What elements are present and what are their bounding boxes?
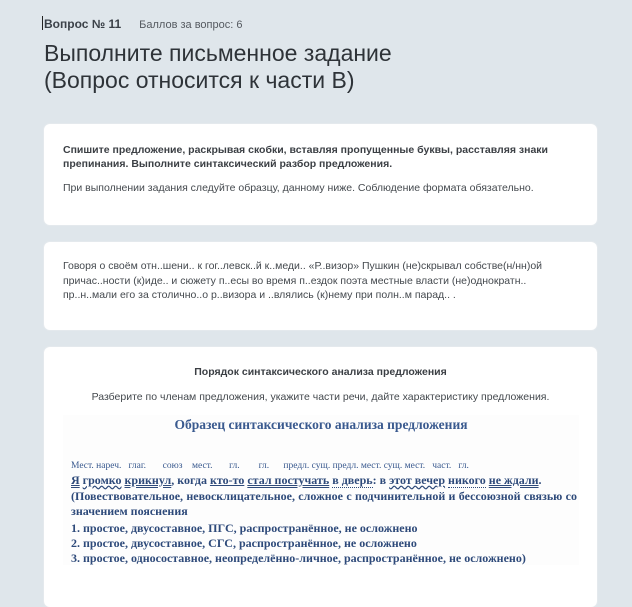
word-conj: , когда [171, 473, 210, 487]
question-points: Баллов за вопрос: 6 [139, 19, 243, 31]
sample-pos-labels: Мест. нареч. глаг. союз мест. гл. гл. предл. сущ. предл. мест. сущ. мест. част. гл. [71, 461, 469, 471]
sample-part-item: 1. простое, двусоставное, ПГС, распространённое, не осложнено [71, 521, 418, 535]
sample-part-item: 3. простое, односоставное, неопределённо-личное, распространённое, не осложнено) [71, 551, 526, 565]
word-nobody: никого [448, 473, 486, 487]
instructions-card [44, 124, 597, 225]
question-number: Вопрос № 11 [44, 17, 122, 31]
question-header [44, 17, 242, 31]
word-subject: Я [71, 473, 80, 487]
sample-title: Образец синтаксического анализа предложения [174, 417, 468, 432]
exercise-card [44, 242, 597, 330]
format-note: При выполнении задания следуйте образцу, данному ниже. Соблюдение формата обязательно. [63, 182, 534, 194]
exercise-text: Говоря о своём отн..шени.. к гог..левск..й к..меди.. «Р..визор» Пушкин (не)скрывал собстве(н/нн)ой причас..ности (к)иде.. и сюжету п..есы во время п..ездок поэта местные власти (не)однократн.. пр..н..мали его за столично..о р..визора и ..влялись (к)нему при полн..м парад.. . [63, 260, 543, 301]
word-pronoun: кто-то [209, 473, 245, 487]
task-text: Спишите предложение, раскрывая скобки, вставляя пропущенные буквы, расставляя знаки препинания. Выполните синтаксический разбор предложения. [63, 144, 549, 170]
word-object: в дверь [332, 473, 373, 487]
analysis-card [44, 347, 597, 607]
word-not-waited: не ждали [488, 473, 539, 487]
word-end: . [538, 473, 542, 487]
sample-sentence [71, 473, 579, 488]
question-number-wrap [44, 17, 121, 31]
sample-description: (Повествовательное, невосклицательное, сложное с подчинительной и бессоюзной связью со значением пояснения [71, 489, 577, 518]
word-verb-phrase: стал постучать [247, 473, 330, 487]
word-prep: : в [372, 473, 390, 487]
word-predicate: крикнул [124, 473, 172, 487]
sample-parts-list [71, 521, 579, 566]
word-time: этот вечер [389, 473, 446, 487]
question-title-line1: Выполните письменное задание [44, 40, 392, 66]
question-title [44, 40, 392, 94]
analysis-title: Порядок синтаксического анализа предложения [194, 366, 447, 378]
word-adverb: громко [82, 473, 122, 487]
question-title-line2: (Вопрос относится к части В) [44, 67, 355, 93]
sample-image [63, 415, 579, 565]
analysis-subtitle: Разберите по членам предложения, укажите части речи, дайте характеристику предложения. [91, 391, 550, 403]
sample-part-item: 2. простое, двусоставное, СГС, распространённое, не осложнено [71, 536, 417, 550]
text-cursor [42, 16, 43, 30]
